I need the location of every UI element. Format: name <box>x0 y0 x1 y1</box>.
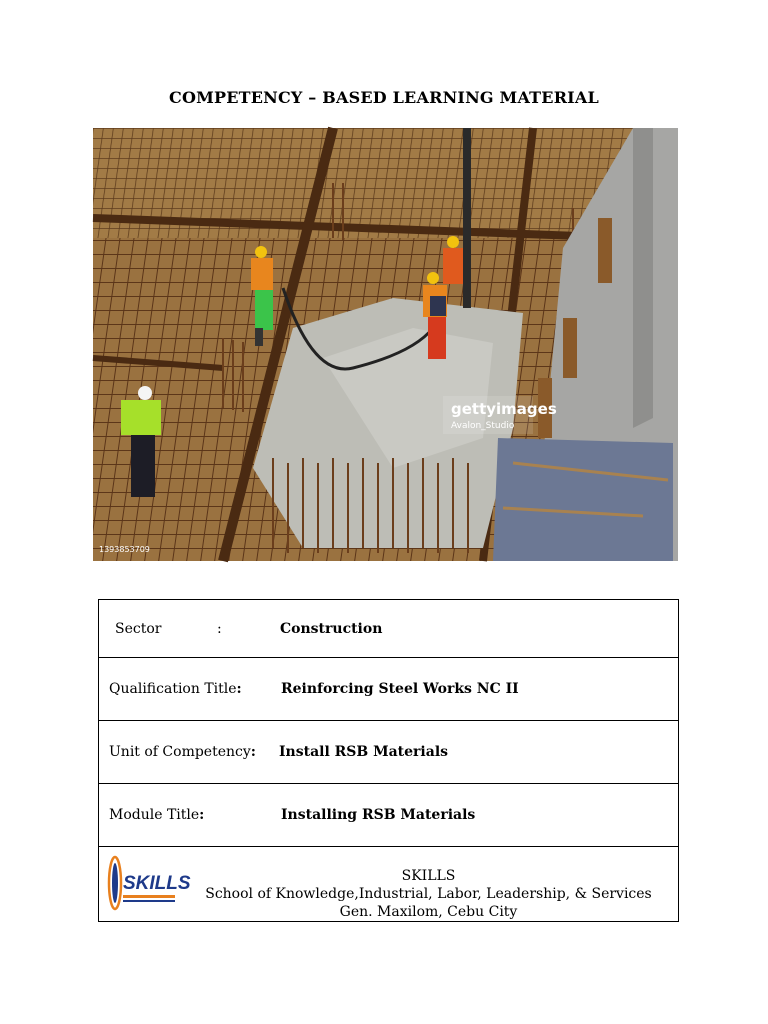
org-address: Gen. Maxilom, Cebu City <box>339 904 518 920</box>
sector-cell <box>99 600 679 658</box>
image-id: 1393853709 <box>99 545 150 554</box>
org-full-name: School of Knowledge,Industrial, Labor, Leadership, & Services <box>205 886 652 902</box>
unit-label: Unit of Competency: <box>109 744 256 760</box>
table-row-qualification <box>99 658 679 721</box>
table-row-sector <box>99 600 679 658</box>
module-value: Installing RSB Materials <box>281 807 476 823</box>
module-label: Module Title: <box>109 807 205 823</box>
organization-info <box>179 867 678 921</box>
module-cell <box>99 784 679 847</box>
sector-label: Sector <box>115 620 162 637</box>
construction-photo <box>93 128 678 561</box>
unit-value: Install RSB Materials <box>279 744 449 760</box>
table-row-footer <box>99 847 679 922</box>
table-row-unit <box>99 721 679 784</box>
svg-text:SKILLS: SKILLS <box>123 873 191 894</box>
qualification-value: Reinforcing Steel Works NC II <box>281 681 519 697</box>
footer-cell <box>99 847 679 922</box>
unit-cell <box>99 721 679 784</box>
qualification-cell <box>99 658 679 721</box>
skills-logo <box>107 853 191 913</box>
document-title: COMPETENCY – BASED LEARNING MATERIAL <box>169 88 599 107</box>
sector-value: Construction <box>280 620 383 637</box>
qualification-label: Qualification Title: <box>109 681 242 697</box>
getty-watermark: gettyimages <box>451 400 557 418</box>
module-info-table <box>98 599 679 922</box>
org-short-name: SKILLS <box>401 868 456 884</box>
table-row-module <box>99 784 679 847</box>
getty-credit: Avalon_Studio <box>451 421 515 431</box>
sector-colon: : <box>217 620 222 637</box>
